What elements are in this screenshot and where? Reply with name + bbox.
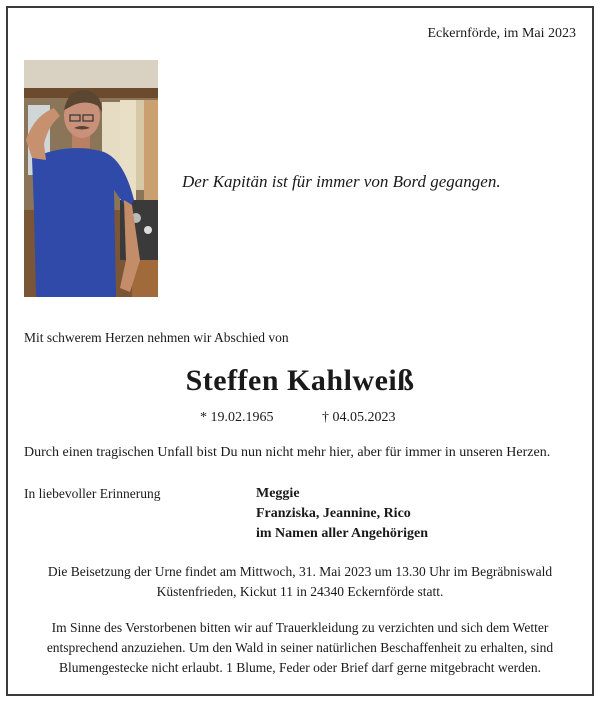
family-line: Meggie bbox=[256, 486, 300, 501]
death-date: † 04.05.2023 bbox=[322, 410, 396, 425]
request-line: Im Sinne des Verstorbenen bitten wir auf Trauerkleidung zu verzichten und sich dem Wetter bbox=[51, 620, 549, 635]
request-notice bbox=[24, 618, 576, 678]
request-line: Blumengestecke nicht erlaubt. 1 Blume, Feder oder Brief darf gerne mitgebracht werden. bbox=[58, 660, 542, 675]
family-line: im Namen aller Angehörigen bbox=[256, 526, 429, 541]
family-line: Franziska, Jeannine, Rico bbox=[256, 506, 411, 521]
birth-date: * 19.02.1965 bbox=[200, 410, 274, 425]
memory-label: In liebevoller Erinnerung bbox=[24, 486, 161, 501]
burial-line: Küstenfrieden, Kickut 11 in 24340 Eckernförde statt. bbox=[156, 584, 444, 599]
portrait-photo bbox=[24, 60, 158, 297]
burial-line: Die Beisetzung der Urne findet am Mittwoch, 31. Mai 2023 um 13.30 Uhr im Begräbniswald bbox=[47, 564, 553, 579]
request-line: entsprechend anzuziehen. Um den Wald in seiner natürlichen Beschaffenheit zu erhalten, sind bbox=[46, 640, 554, 655]
quote: Der Kapitän ist für immer von Bord gegangen. bbox=[182, 172, 501, 191]
message-text: Durch einen tragischen Unfall bist Du nun nicht mehr hier, aber für immer in unseren Herzen. bbox=[24, 445, 551, 460]
deceased-name: Steffen Kahlweiß bbox=[185, 364, 415, 397]
intro-text: Mit schwerem Herzen nehmen wir Abschied von bbox=[24, 330, 289, 345]
burial-notice bbox=[24, 562, 576, 602]
place-date: Eckernförde, im Mai 2023 bbox=[427, 26, 576, 41]
family-signature bbox=[256, 484, 428, 544]
